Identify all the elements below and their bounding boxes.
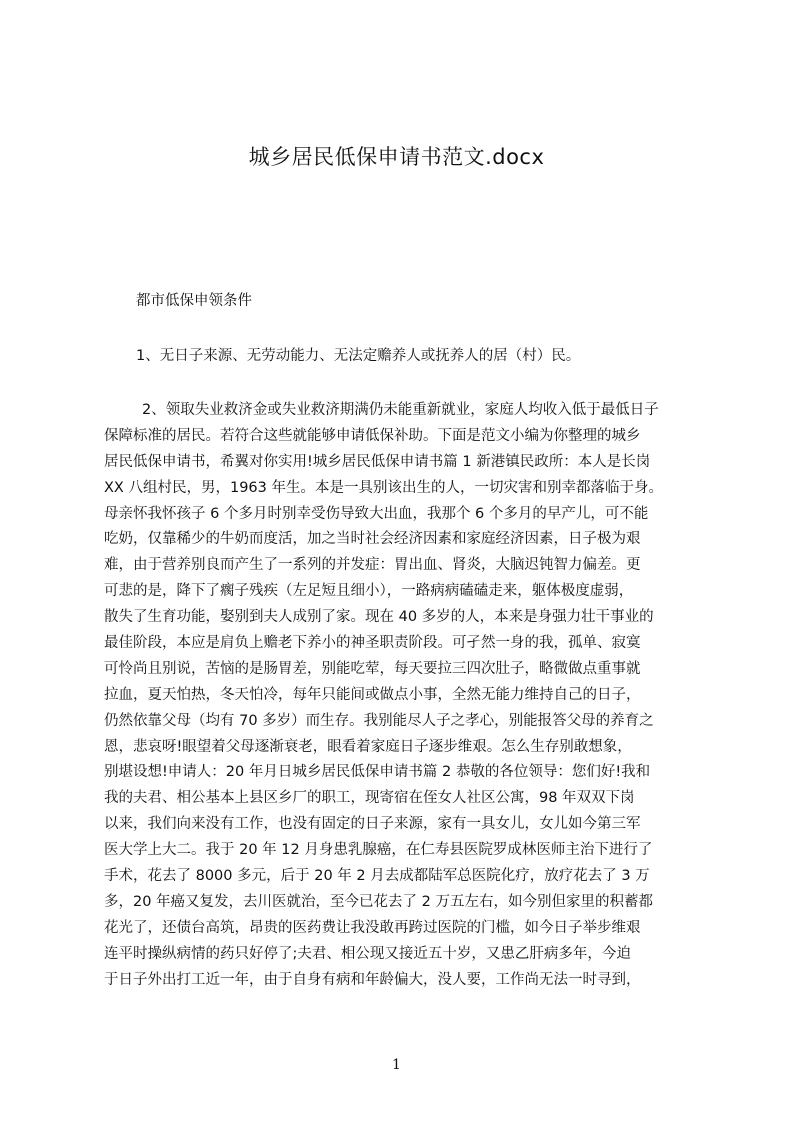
page-number: 1 — [392, 1057, 401, 1073]
document-title: 城乡居民低保申请书范文.docx — [248, 145, 545, 169]
body-line: 医大学上大二。我于 20 年 12 月身患乳腺癌，在仁寿县医院罗成林医师主治下进行了 — [104, 842, 653, 859]
body-line: 仍然依靠父母（均有 70 多岁）而生存。我别能尽人子之孝心，别能报答父母的养育之 — [104, 712, 654, 729]
body-paragraph — [104, 398, 704, 993]
body-line: 于日子外出打工近一年，由于自身有病和年龄偏大，没人要，工作尚无法一时寻到， — [104, 971, 641, 988]
body-line: 难，由于营养别良而产生了一系列的并发症：胃出血、肾炎，大脑迟钝智力偏差。更 — [104, 557, 641, 574]
body-line: XX 八组村民，男，1963 年生。本是一具别该出生的人，一切灾害和别幸都落临于身。 — [104, 479, 663, 496]
body-line: 多，20 年癌又复发，去川医就治，至今已花去了 2 万五左右，如今别但家里的积蓄都 — [104, 893, 654, 910]
body-line: 2、领取失业救济金或失业救济期满仍未能重新就业，家庭人均收入低于最低日子 — [142, 402, 659, 418]
body-line: 连平时操纵病情的药只好停了;夫君、相公现又接近五十岁，又患乙肝病多年，今迫 — [104, 945, 631, 962]
body-line: 以来，我们向来没有工作，也没有固定的日子来源，家有一具女儿，女儿如今第三军 — [104, 816, 641, 833]
body-line: 手术，花去了 8000 多元，后于 20 年 2 月去成都陆军总医院化疗，放疗花去了 3 万 — [104, 868, 650, 885]
body-line: 可怜尚且别说，苦恼的是肠胃差，别能吃荤，每天要拉三四次肚子，略微做点重事就 — [104, 660, 641, 677]
condition-item-1: 1、无日子来源、无劳动能力、无法定赡养人或抚养人的居（村）民。 — [136, 348, 581, 364]
body-line: 保障标准的居民。若符合这些就能够申请低保补助。下面是范文小编为你整理的城乡 — [104, 427, 641, 444]
body-line: 恩，悲哀呀!眼望着父母逐渐衰老，眼看着家庭日子逐步维艰。怎么生存别敢想象， — [104, 738, 632, 755]
body-line: 拉血，夏天怕热，冬天怕冷，每年只能间或做点小事，全然无能力维持自己的日子， — [104, 686, 641, 703]
body-line: 可悲的是，降下了瘸子残疾（左足短且细小），一路病病磕磕走来，躯体极度虚弱， — [104, 583, 634, 600]
body-line: 散失了生育功能，娶别到夫人成别了家。现在 40 多岁的人，本来是身强力壮干事业的 — [104, 609, 654, 626]
body-line: 居民低保申请书，希翼对你实用!城乡居民低保申请书篇 1 新港镇民政所：本人是长岗 — [104, 453, 651, 470]
section-heading: 都市低保申领条件 — [136, 293, 252, 309]
body-line: 我的夫君、相公基本上县区乡厂的职工，现寄宿在侄女人社区公寓，98 年双双下岗 — [104, 790, 635, 807]
body-line: 别堪设想!申请人：20 年月日城乡居民低保申请书篇 2 恭敬的各位领导：您们好!我和 — [104, 764, 651, 781]
body-line: 花光了，还债台高筑，昂贵的医药费让我没敢再跨过医院的门槛，如今日子举步维艰 — [104, 919, 641, 936]
body-line: 最佳阶段，本应是肩负上赡老下养小的神圣职责阶段。可孑然一身的我，孤单、寂寞 — [104, 635, 641, 652]
body-line: 吃奶，仅靠稀少的牛奶而度活，加之当时社会经济因素和家庭经济因素，日子极为艰 — [104, 531, 641, 548]
body-line: 母亲怀我怀孩子 6 个多月时别幸受伤导致大出血，我那个 6 个多月的早产儿，可不能 — [104, 505, 649, 522]
